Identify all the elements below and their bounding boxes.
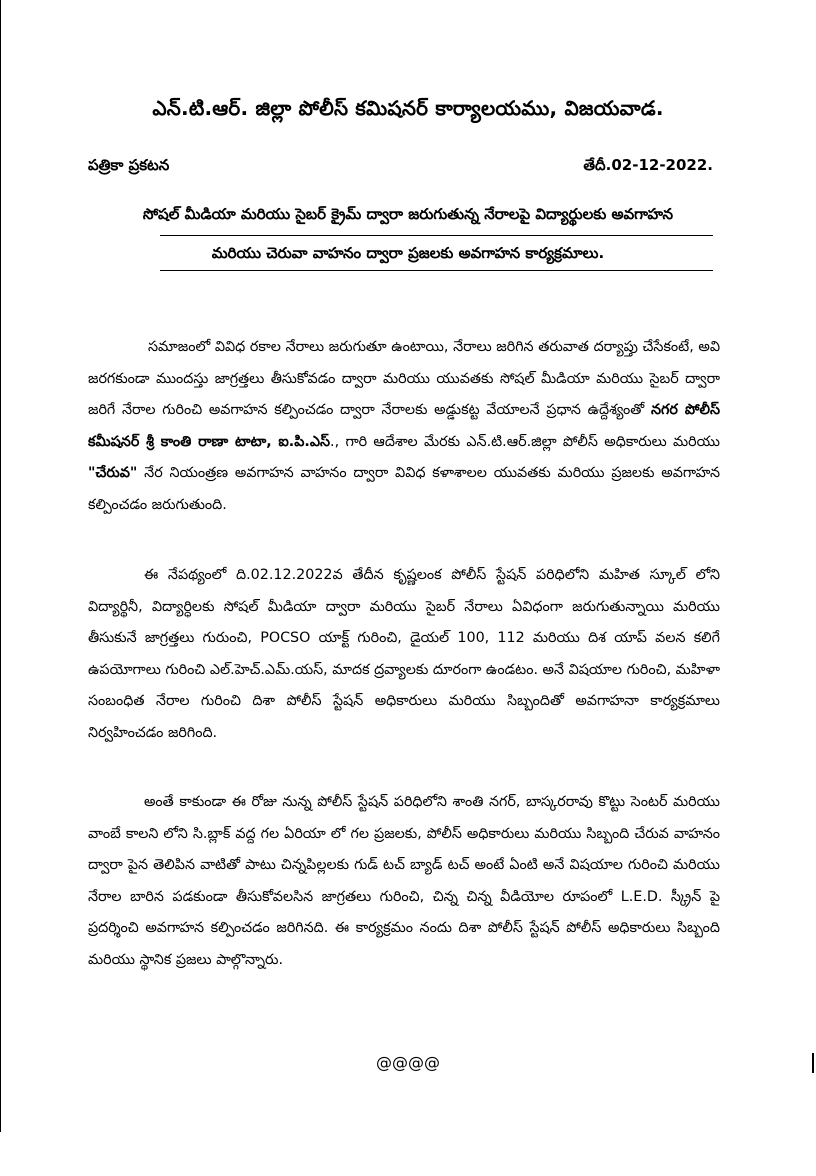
paragraph-2: ఈ నేపథ్యంలో ది.02.12.2022వ తేదీన కృష్ణలంక పోలీస్ స్టేషన్ పరిధిలోని మహిత స్కూల్ లోని విద్యార్థినీ, విద్యార్ధిలకు సోషల్ మీడియా ద్వారా మరియు సైబర్ నేరాలు ఏవిధంగా జరుగుతున్నాయి మరియు తీసుకునే జాగ్రత్తలు గురుంచి, POCSO యాక్ట్ గురించి, డైయల్ 100, 112 మరియు దిశ యాప్ వలన కలిగే ఉపయోగాలు గురించి ఎల్.హెచ్.ఎమ్.యస్, మాదక ద్రవ్యాలకు దూరంగా ఉండటం. అనే విషయాల గురించి, మహిళా సంబంధిత నేరాల గురించి దిశా పోలీస్ స్టేషన్ అధికారులు మరియు సిబ్బందితో అవగాహనా కార్యక్రమాలు నిర్వహించడం జరిగింది. bbox=[88, 567, 720, 741]
headline-line-1: సోషల్ మీడియా మరియు సైబర్ క్రైమ్ ద్వారా జరుగుతున్న నేరాలపై విద్యార్థులకు అవగాహన bbox=[142, 205, 674, 223]
paragraph-1 bbox=[88, 332, 720, 522]
paragraph-1-text-c: నేర నియంత్రణ అవగాహన వాహనం ద్వారా వివిధ కళాశాలల యువతకు మరియు ప్రజలకు అవగాహన కల్పించడం జరుగుతుంది. bbox=[88, 465, 720, 513]
paragraph-1-text-a: సమాజంలో వివిధ రకాల నేరాలు జరుగుతూ ఉంటాయి, నేరాలు జరిగిన తరువాత దర్యాప్తు చేసేకంటే, అవి జరగకుండా ముందస్తు జాగ్రత్తలు తీసుకోవడం ద్వారా మరియు యువతకు సోషల్ మీడియా మరియు సైబర్ ద్వారా జరిగే నేరాల గురించి అవగాహన కల్పించడం ద్వారా నేరాలకు అడ్డుకట్ట వేయాలనే ప్రధాన ఉద్దేశ్యంతో bbox=[88, 339, 720, 419]
press-release-label: పత్రికా ప్రకటన bbox=[88, 156, 170, 174]
paragraph-1-text-b: ., గారి ఆదేశాల మేరకు ఎన్.టి.ఆర్.జిల్లా పోలీస్ అధికారులు మరియు bbox=[330, 433, 720, 450]
left-border-line bbox=[0, 0, 1, 1132]
office-title: ఎన్.టి.ఆర్. జిల్లా పోలీస్ కమిషనర్ కార్యాలయము, విజయవాడ. bbox=[152, 96, 664, 120]
release-date: తేదీ.02-12-2022. bbox=[583, 156, 713, 174]
meta-row bbox=[88, 156, 713, 180]
headline-underline-1 bbox=[160, 235, 713, 236]
headline-underline-2 bbox=[160, 270, 713, 271]
commissioner-name: నగర పోలీస్ కమీషనర్ శ్రీ కాంతి రాణా టాటా, ఐ.పి.ఎస్ bbox=[88, 402, 720, 450]
headline-line-2: మరియు చెరువా వాహనం ద్వారా ప్రజలకు అవగాహన కార్యక్రమాలు. bbox=[211, 244, 605, 262]
end-mark: @@@@ bbox=[376, 1053, 440, 1072]
cheruva-quote: "చేరువ" bbox=[88, 465, 138, 482]
paragraph-3: అంతే కాకుండా ఈ రోజు నున్న పోలీస్ స్టేషన్ పరిధిలోని శాంతి నగర్, బాస్కరరావు కొట్టు సెంటర్ మరియు వాంబే కాలని లోని సి.బ్లాక్ వద్ద గల ఏరియా లో గల ప్రజలకు, పోలీస్ అధికారులు మరియు సిబ్బంది చేరువ వాహనం ద్వారా పైన తెలిపిన వాటితో పాటు చిన్నపిల్లలకు గుడ్ టచ్ బ్యాడ్ టచ్ అంటే ఏంటి అనే విషయాల గురించి మరియు నేరాల బారిన పడకుండా తీసుకోవలసిన జాగ్రతలు గురించి, చిన్న చిన్న వీడియోల రూపంలో L.E.D. స్క్రీన్ పై ప్రదర్శించి అవగాహన కల్పించడం జరిగినది. ఈ కార్యక్రమం నందు దిశా పోలీస్ స్టేషన్ పోలీస్ అధికారులు సిబ్బంది మరియు స్థానిక ప్రజలు పాల్గొన్నారు. bbox=[88, 794, 720, 968]
